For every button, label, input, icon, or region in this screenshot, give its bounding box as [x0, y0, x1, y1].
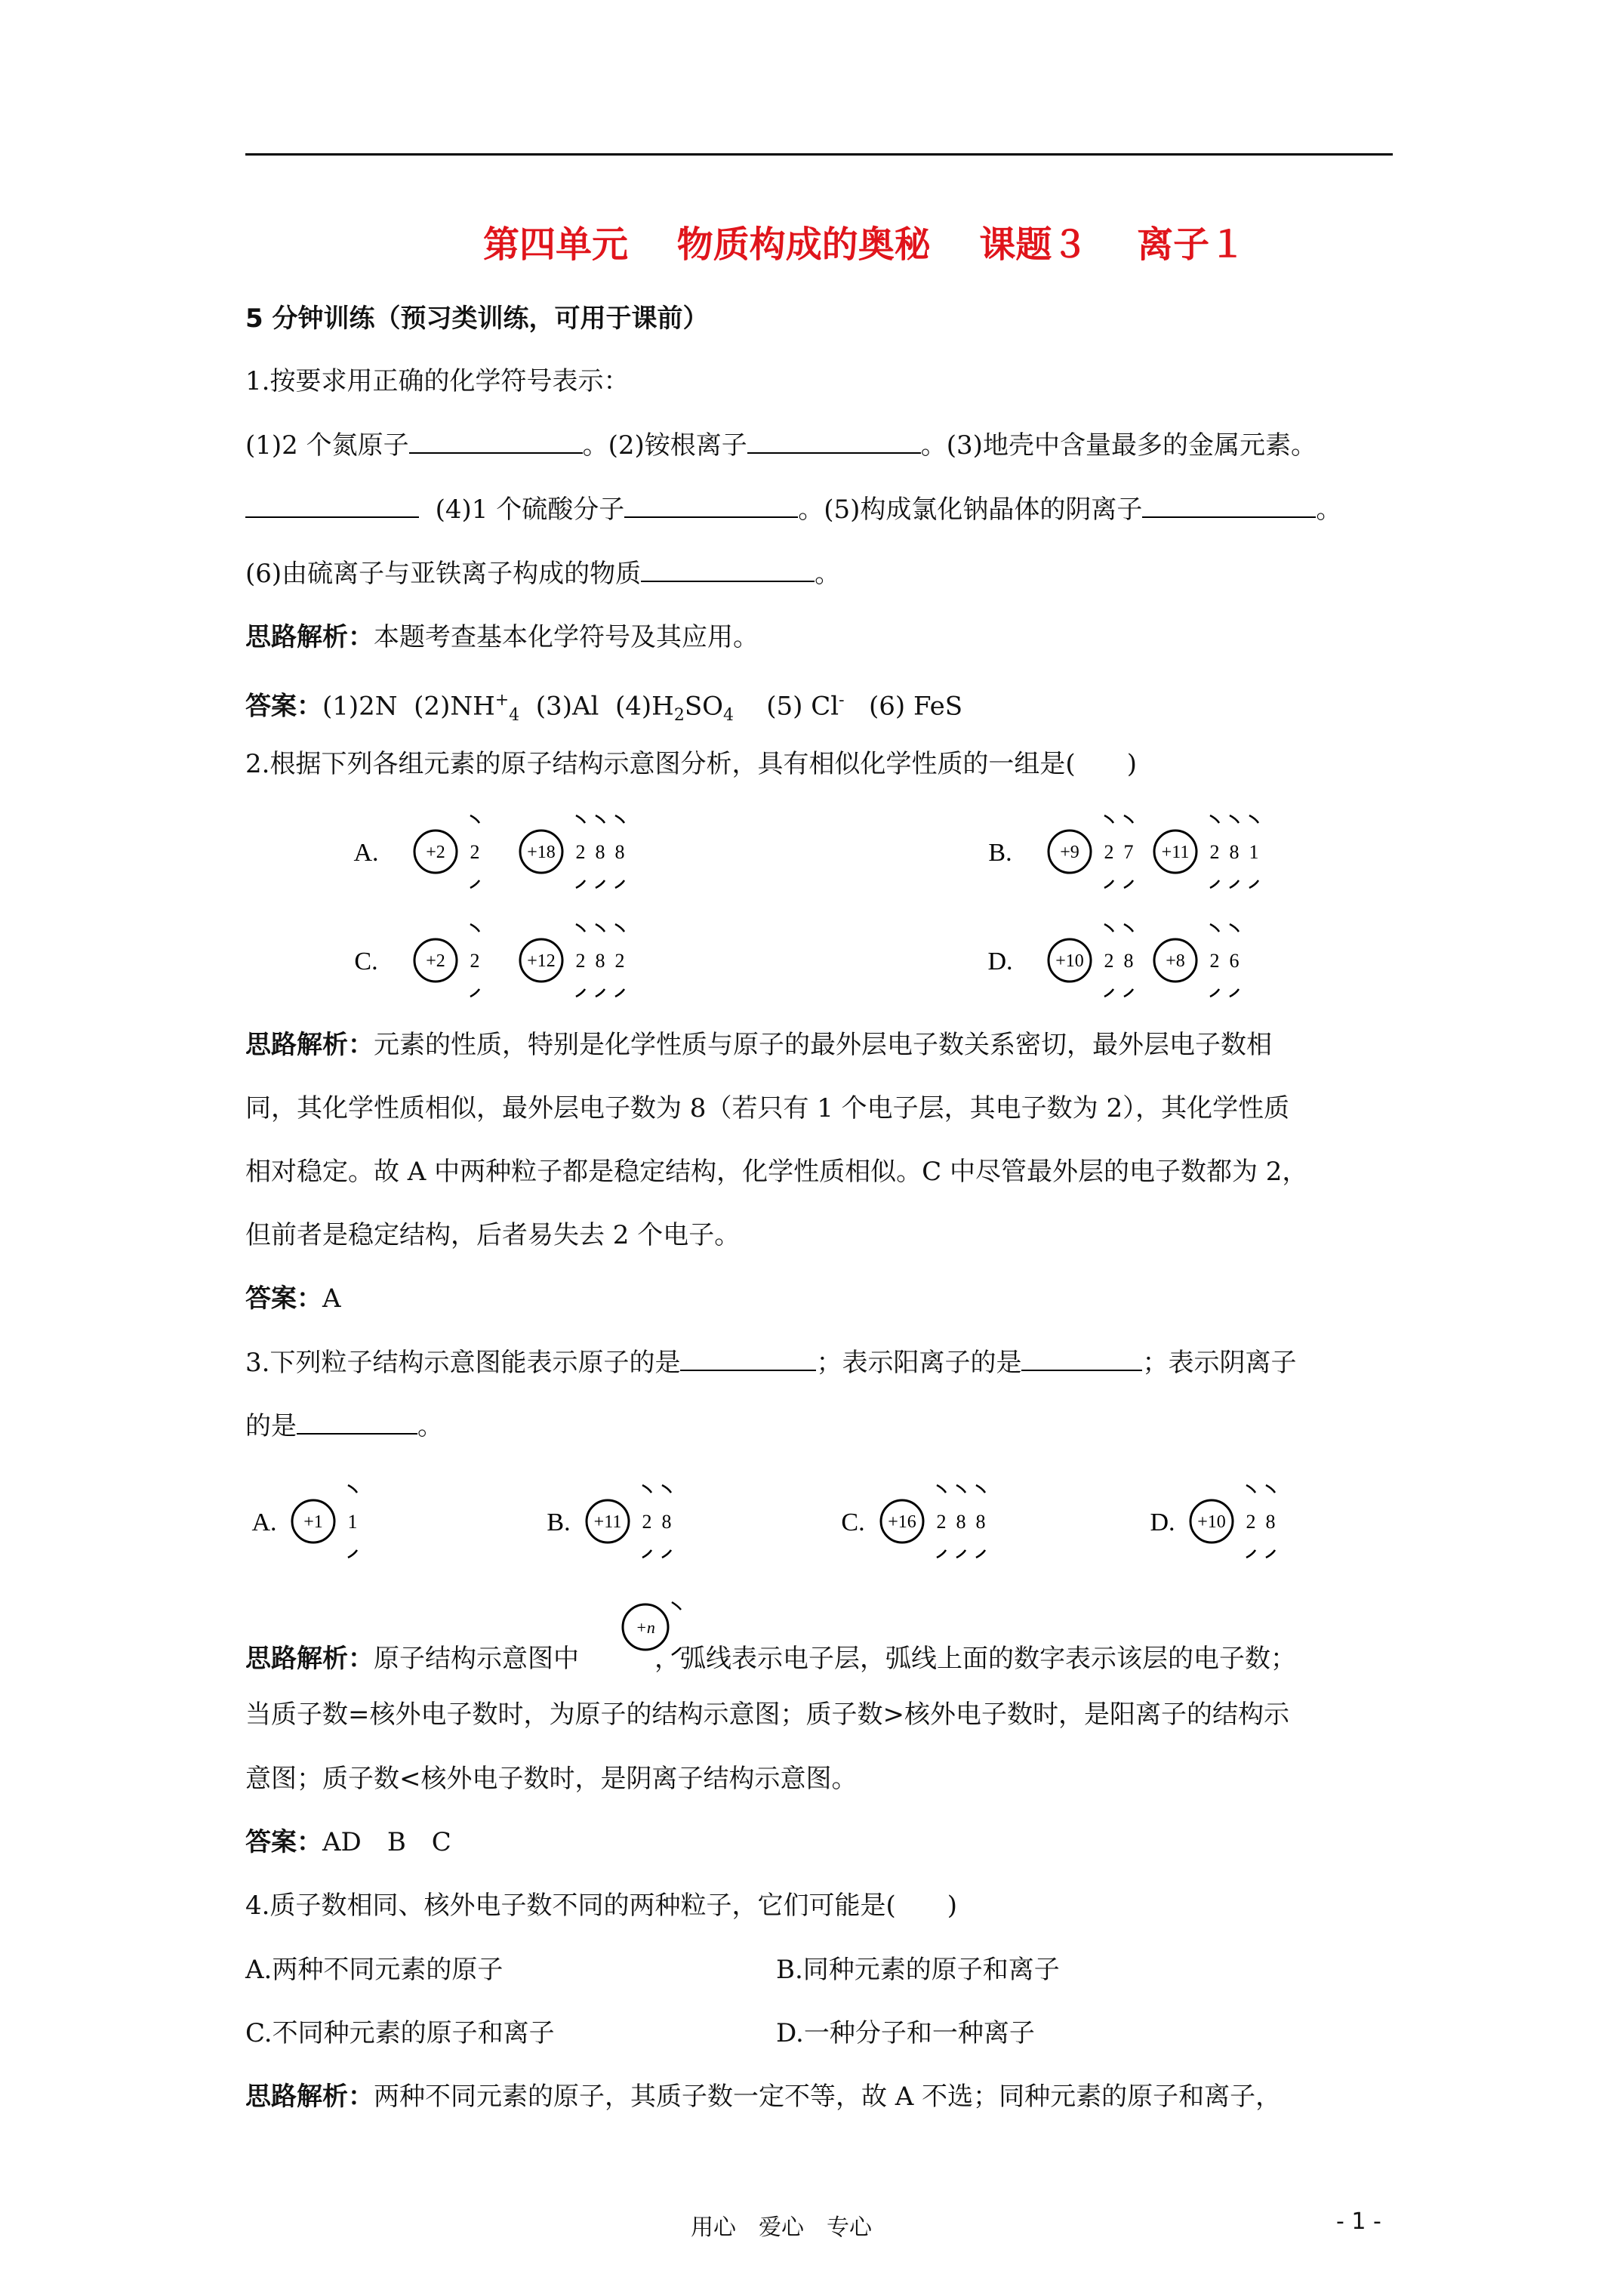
- atom-diagram: [292, 1485, 358, 1558]
- q3-answer: 答案：AD B C: [245, 1827, 451, 1857]
- q3-stem-line2: 的是 。: [245, 1409, 443, 1443]
- answer-blank[interactable]: [1021, 1345, 1142, 1371]
- option-label[interactable]: C.: [841, 1509, 865, 1536]
- q2-analysis-line1: 思路解析：元素的性质，特别是化学性质与原子的最外层电子数关系密切，最外层电子数相: [245, 1030, 1272, 1060]
- answer-blank[interactable]: [624, 492, 798, 518]
- shell-arc: [576, 815, 585, 823]
- shell-electron-count: 8: [1123, 950, 1134, 972]
- nucleus-charge: +16: [888, 1512, 916, 1532]
- q4-option-c: C.不同种元素的原子和离子: [245, 2018, 555, 2048]
- shell-arc: [596, 924, 605, 932]
- option-label[interactable]: D.: [987, 948, 1013, 975]
- shell-electron-count: 2: [1246, 1511, 1256, 1533]
- q1-line2: (4)1 个硫酸分子 。(5)构成氯化钠晶体的阴离子 。: [245, 492, 1341, 526]
- atom-diagram: [1154, 815, 1259, 888]
- shell-arc: [1104, 880, 1113, 888]
- q2-answer: 答案：A: [245, 1284, 341, 1314]
- shell-arc: [1104, 924, 1113, 932]
- nucleus-charge: +9: [1060, 843, 1079, 862]
- shell-arc: [596, 815, 605, 823]
- shell-electron-count: 2: [1104, 950, 1114, 972]
- shell-electron-count: 2: [936, 1511, 947, 1533]
- shell-arc: [348, 1550, 357, 1558]
- shell-arc: [1210, 815, 1219, 823]
- shell-electron-count: 2: [1104, 841, 1114, 863]
- shell-arc: [1210, 880, 1219, 888]
- atom-diagram: [414, 924, 480, 997]
- page-number: - 1 -: [1336, 2208, 1381, 2235]
- q3-analysis-line1: 思路解析：原子结构示意图中 ，弧线表示电子层，弧线上面的数字表示该层的电子数；: [245, 1644, 1296, 1674]
- header-rule: [245, 153, 1393, 156]
- shell-arc: [1124, 815, 1133, 823]
- shell-arc: [1124, 924, 1133, 932]
- shell-electron-count: 2: [614, 950, 625, 972]
- shell-arc: [1210, 989, 1219, 997]
- shell-electron-count: 8: [614, 841, 625, 863]
- shell-arc: [956, 1485, 965, 1493]
- q4-option-d: D.一种分子和一种离子: [776, 2018, 1035, 2048]
- atom-diagram: [1049, 815, 1134, 888]
- shell-arc: [642, 1550, 651, 1558]
- shell-arc: [615, 815, 624, 823]
- shell-arc: [596, 880, 605, 888]
- q4-analysis: 思路解析：两种不同元素的原子，其质子数一定不等，故 A 不选；同种元素的原子和离子，: [245, 2082, 1282, 2112]
- nucleus-icon: [611, 1586, 694, 1661]
- shell-arc: [1230, 989, 1239, 997]
- nucleus-charge: +2: [426, 843, 445, 862]
- shell-electron-count: 8: [595, 950, 605, 972]
- footer-motto: 用心 爱心 专心: [691, 2214, 872, 2241]
- nucleus-charge: +8: [1166, 951, 1185, 971]
- shell-electron-count: 8: [661, 1511, 672, 1533]
- atom-diagram: [1154, 924, 1240, 997]
- shell-arc: [1230, 924, 1239, 932]
- shell-electron-count: 8: [595, 841, 605, 863]
- option-label[interactable]: A.: [353, 839, 379, 867]
- atom-diagram: [520, 815, 625, 888]
- atom-diagram: [414, 815, 480, 888]
- option-label[interactable]: B.: [547, 1509, 571, 1536]
- q4-option-b: B.同种元素的原子和离子: [776, 1955, 1060, 1985]
- q2-analysis-line4: 但前者是稳定结构，后者易失去 2 个电子。: [245, 1220, 741, 1250]
- shell-electron-count: 8: [956, 1511, 966, 1533]
- shell-arc: [470, 815, 479, 823]
- q4-option-a: A.两种不同元素的原子: [245, 1955, 504, 1985]
- shell-electron-count: 2: [1209, 950, 1220, 972]
- shell-arc: [1230, 815, 1239, 823]
- shell-arc: [576, 924, 585, 932]
- svg-text:+n: +n: [636, 1618, 655, 1637]
- shell-arc: [976, 1550, 985, 1558]
- atom-diagram: [881, 1485, 986, 1558]
- option-label[interactable]: D.: [1150, 1509, 1175, 1536]
- answer-blank[interactable]: [747, 428, 921, 454]
- shell-arc: [662, 1485, 671, 1493]
- answer-blank[interactable]: [680, 1345, 816, 1371]
- nucleus-charge: +18: [527, 843, 556, 862]
- answer-blank[interactable]: [245, 492, 419, 518]
- shell-arc: [596, 989, 605, 997]
- option-label[interactable]: A.: [251, 1509, 277, 1536]
- shell-electron-count: 6: [1229, 950, 1240, 972]
- q4-stem: 4.质子数相同、核外电子数不同的两种粒子，它们可能是( ): [245, 1891, 957, 1921]
- atom-diagram: [1049, 924, 1134, 997]
- q2-stem: 2.根据下列各组元素的原子结构示意图分析，具有相似化学性质的一组是( ): [245, 749, 1137, 779]
- shell-arc: [956, 1550, 965, 1558]
- q2-analysis-line2: 同，其化学性质相似，最外层电子数为 8（若只有 1 个电子层，其电子数为 2），其化学性质: [245, 1093, 1290, 1123]
- shell-electron-count: 2: [470, 841, 480, 863]
- option-label[interactable]: B.: [988, 839, 1012, 867]
- section-heading: 5 分钟训练（预习类训练，可用于课前）: [245, 304, 709, 334]
- shell-electron-count: 8: [975, 1511, 986, 1533]
- page-title: 第四单元 物质构成的奥秘 课题３ 离子１: [483, 223, 1246, 266]
- shell-arc: [642, 1485, 651, 1493]
- shell-electron-count: 7: [1123, 841, 1134, 863]
- shell-arc: [1249, 815, 1258, 823]
- nucleus-charge: +1: [303, 1512, 323, 1532]
- shell-arc: [1266, 1550, 1275, 1558]
- atom-diagram: [520, 924, 625, 997]
- q1-line1: (1)2 个氮原子 。(2)铵根离子 。(3)地壳中含量最多的金属元素。: [245, 428, 1317, 462]
- q2-analysis-line3: 相对稳定。故 A 中两种粒子都是稳定结构，化学性质相似。C 中尽管最外层的电子数都为 2，: [245, 1157, 1308, 1187]
- q1-analysis: 思路解析：本题考查基本化学符号及其应用。: [245, 622, 759, 652]
- shell-electron-count: 1: [347, 1511, 358, 1533]
- q3-analysis-line2: 当质子数=核外电子数时，为原子的结构示意图；质子数>核外电子数时，是阳离子的结构示: [245, 1700, 1289, 1730]
- shell-arc: [1210, 924, 1219, 932]
- atom-diagram: [1190, 1485, 1276, 1558]
- shell-arc: [1124, 880, 1133, 888]
- shell-arc: [1104, 989, 1113, 997]
- nucleus-charge: +11: [1161, 843, 1190, 862]
- nucleus-charge: +11: [593, 1512, 622, 1532]
- shell-arc: [470, 924, 479, 932]
- shell-arc: [615, 924, 624, 932]
- q1-answer: 答案：(1)2N $(2)NH^+_4$ (3)Al $(4)H_2SO_4$ (5) Cl- (6) FeS: [245, 691, 963, 726]
- shell-arc: [348, 1485, 357, 1493]
- shell-arc: [662, 1550, 671, 1558]
- q1-line3: (6)由硫离子与亚铁离子构成的物质 。: [245, 556, 840, 590]
- answer-blank[interactable]: [297, 1409, 417, 1435]
- nucleus-charge: +2: [426, 951, 445, 971]
- q3-analysis-line3: 意图；质子数<核外电子数时，是阴离子结构示意图。: [245, 1764, 858, 1794]
- nucleus-charge: +10: [1055, 951, 1084, 971]
- shell-arc: [937, 1550, 946, 1558]
- q2-option-diagrams: [332, 800, 1464, 1012]
- shell-electron-count: 1: [1249, 841, 1259, 863]
- shell-arc: [1246, 1550, 1255, 1558]
- shell-arc: [1230, 880, 1239, 888]
- answer-blank[interactable]: [1142, 492, 1316, 518]
- q3-stem-line1: 3.下列粒子结构示意图能表示原子的是 ；表示阳离子的是 ；表示阴离子: [245, 1345, 1296, 1379]
- shell-arc: [576, 880, 585, 888]
- shell-arc: [1104, 815, 1113, 823]
- shell-electron-count: 2: [575, 950, 586, 972]
- answer-blank[interactable]: [641, 556, 815, 582]
- shell-arc: [576, 989, 585, 997]
- shell-arc: [1124, 989, 1133, 997]
- shell-arc: [1246, 1485, 1255, 1493]
- answer-blank[interactable]: [409, 428, 583, 454]
- shell-arc: [937, 1485, 946, 1493]
- nucleus-charge: +12: [527, 951, 556, 971]
- shell-arc: [470, 880, 479, 888]
- shell-electron-count: 8: [1229, 841, 1240, 863]
- q3-option-diagrams: [242, 1472, 1374, 1578]
- shell-arc: [615, 880, 624, 888]
- shell-electron-count: 2: [575, 841, 586, 863]
- shell-arc: [1249, 880, 1258, 888]
- shell-arc: [615, 989, 624, 997]
- q1-stem: 1.按要求用正确的化学符号表示：: [245, 366, 630, 396]
- shell-electron-count: 8: [1265, 1511, 1276, 1533]
- atom-diagram: [587, 1485, 672, 1558]
- shell-electron-count: 2: [642, 1511, 652, 1533]
- shell-electron-count: 2: [470, 950, 480, 972]
- shell-arc: [1266, 1485, 1275, 1493]
- option-label[interactable]: C.: [354, 948, 378, 975]
- nucleus-charge: +10: [1197, 1512, 1226, 1532]
- shell-arc: [976, 1485, 985, 1493]
- shell-electron-count: 2: [1209, 841, 1220, 863]
- shell-arc: [470, 989, 479, 997]
